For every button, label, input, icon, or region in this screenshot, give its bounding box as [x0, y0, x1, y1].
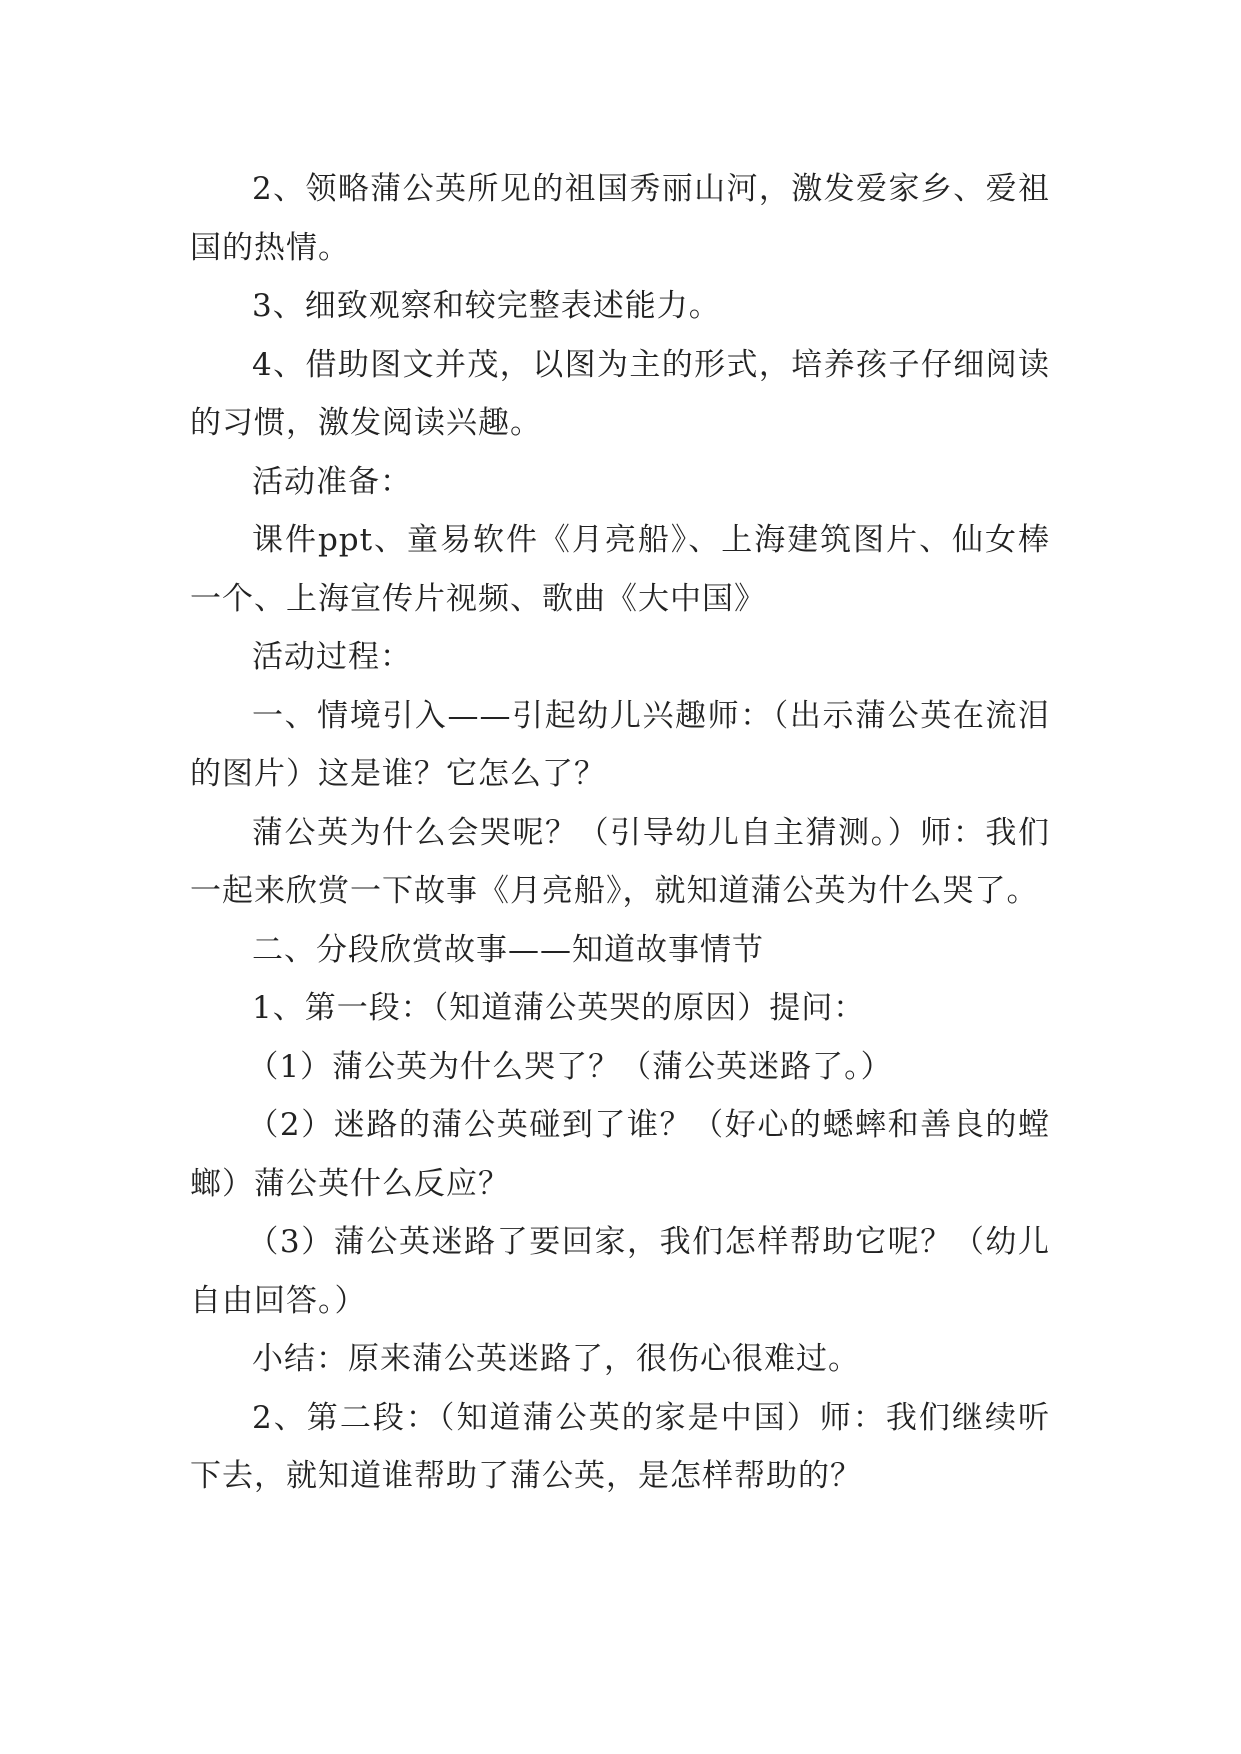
paragraph-section-1: 1、第一段：（知道蒲公英哭的原因）提问：	[252, 990, 866, 1026]
paragraph-objective-2: 2、领略蒲公英所见的祖国秀丽山河，激发爱家乡、爱祖国的热情。	[190, 171, 1050, 266]
paragraph-summary: 小结：原来蒲公英迷路了，很伤心很难过。	[252, 1341, 860, 1377]
paragraph-preparation-items: 课件ppt、童易软件《月亮船》、上海建筑图片、仙女棒一个、上海宣传片视频、歌曲《大中国》	[190, 522, 1050, 617]
paragraph-question-1: （1）蒲公英为什么哭了？（蒲公英迷路了。）	[247, 1048, 893, 1085]
paragraph-section-2: 2、第二段：（知道蒲公英的家是中国）师：我们继续听下去，就知道谁帮助了蒲公英，是怎样帮助的？	[190, 1399, 1050, 1494]
paragraph-objective-4: 4、借助图文并茂，以图为主的形式，培养孩子仔细阅读的习惯，激发阅读兴趣。	[190, 346, 1050, 441]
heading-process: 活动过程：	[252, 639, 412, 675]
paragraph-objective-3: 3、细致观察和较完整表述能力。	[252, 288, 721, 324]
paragraph-question-3: （3）蒲公英迷路了要回家，我们怎样帮助它呢？（幼儿自由回答。）	[190, 1224, 1050, 1319]
heading-preparation: 活动准备：	[252, 463, 412, 500]
paragraph-question-2: （2）迷路的蒲公英碰到了谁？（好心的蟋蟀和善良的螳螂）蒲公英什么反应？	[190, 1107, 1050, 1202]
document-body	[190, 160, 1050, 1506]
paragraph-step-1-intro: 一、情境引入——引起幼儿兴趣师：（出示蒲公英在流泪的图片）这是谁？它怎么了？	[190, 697, 1050, 792]
paragraph-step-1-question: 蒲公英为什么会哭呢？（引导幼儿自主猜测。）师：我们一起来欣赏一下故事《月亮船》，就知道蒲公英为什么哭了。	[190, 814, 1050, 909]
paragraph-step-2-heading: 二、分段欣赏故事——知道故事情节	[252, 931, 764, 968]
